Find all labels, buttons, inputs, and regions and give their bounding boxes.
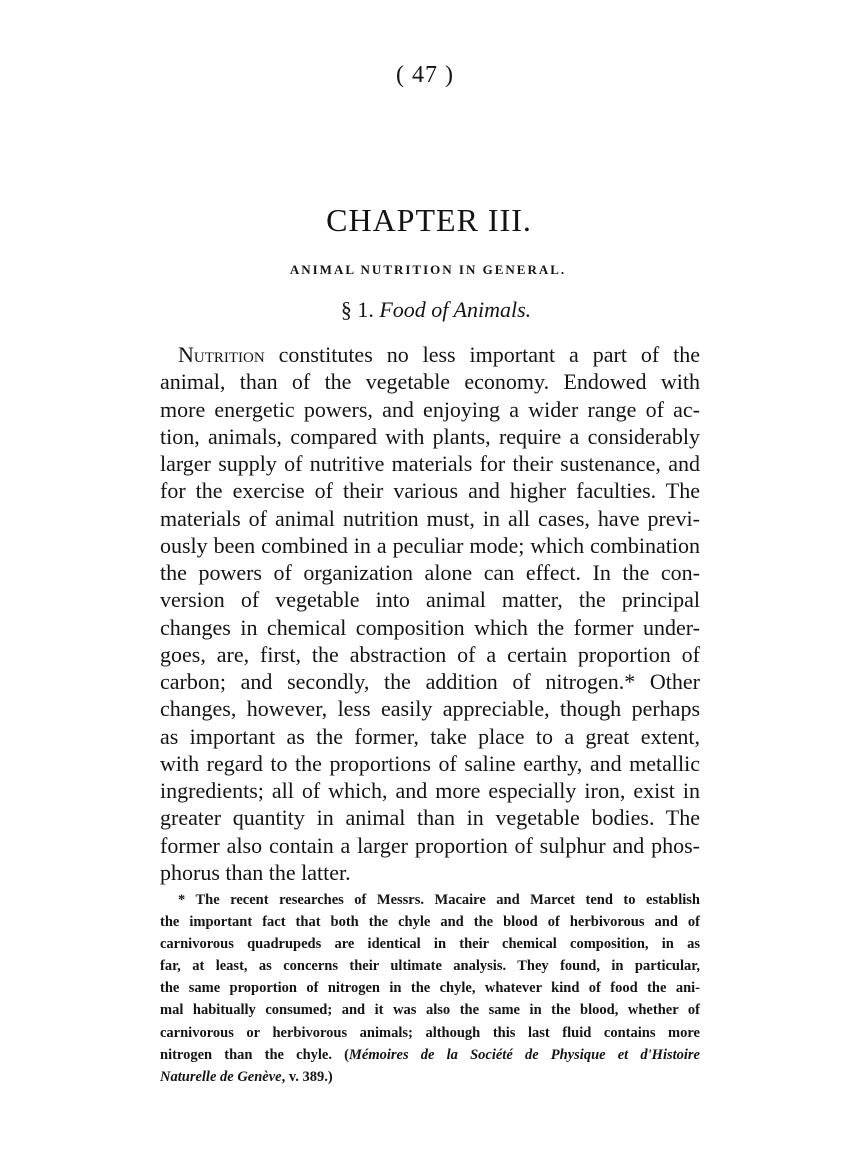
text-line: phorus than the latter. bbox=[160, 859, 351, 885]
text-line: animal, than of the vegetable economy. Endowed with bbox=[160, 369, 700, 395]
footnote-citation: Mémoires de la Société de Physique et d'Histoire bbox=[349, 1046, 700, 1063]
text-line: ously been combined in a peculiar mode; which combination bbox=[160, 532, 700, 558]
footnote-line: * The recent researches of Messrs. Macaire and Marcet tend to establish bbox=[178, 892, 700, 908]
text-line: changes, however, less easily appreciable, though perhaps bbox=[160, 696, 700, 722]
footnote-line: the same proportion of nitrogen in the chyle, whatever kind of food the ani- bbox=[160, 980, 700, 997]
text-line: Nutrition constitutes no less important a part of the bbox=[178, 342, 700, 367]
text-line: goes, are, first, the abstraction of a certain proportion of bbox=[160, 641, 700, 667]
section-mark: § 1. bbox=[340, 297, 374, 322]
footnote-line: Naturelle de Genève, v. 389.) bbox=[160, 1068, 333, 1085]
text-line: more energetic powers, and enjoying a wider range of ac- bbox=[160, 396, 700, 422]
text-line: materials of animal nutrition must, in all cases, have previ- bbox=[160, 505, 700, 531]
footnote-citation: Naturelle de Genève bbox=[160, 1068, 282, 1085]
footnote-line: carnivorous quadrupeds are identical in their chemical composition, in as bbox=[160, 936, 700, 953]
footnote bbox=[160, 889, 700, 1088]
body-text bbox=[160, 341, 700, 886]
chapter-subtitle: ANIMAL NUTRITION IN GENERAL. bbox=[289, 262, 567, 277]
footnote-line: far, at least, as concerns their ultimate analysis. They found, in particular, bbox=[160, 958, 700, 975]
text-line: for the exercise of their various and higher faculties. The bbox=[160, 478, 700, 504]
footnote-line: the important fact that both the chyle and the blood of herbivorous and of bbox=[160, 914, 700, 931]
footnote-line: nitrogen than the chyle. (Mémoires de la Société de Physique et d'Histoire bbox=[160, 1046, 700, 1063]
lead-word: Nutrition bbox=[178, 342, 265, 367]
text-line: larger supply of nutritive materials for their sustenance, and bbox=[160, 451, 700, 476]
footnote-line: carnivorous or herbivorous animals; although this last fluid contains more bbox=[160, 1024, 700, 1041]
footnote-line: mal habitually consumed; and it was also the same in the blood, whether of bbox=[160, 1002, 700, 1019]
section-heading bbox=[0, 297, 850, 323]
text-line: as important as the former, take place to a great extent, bbox=[160, 723, 700, 749]
text-line: with regard to the proportions of saline earthy, and metallic bbox=[160, 750, 700, 776]
text-line: former also contain a larger proportion of sulphur and phos- bbox=[160, 832, 700, 858]
text-line: the powers of organization alone can effect. In the con- bbox=[160, 560, 700, 585]
page-number: ( 47 ) bbox=[396, 62, 454, 88]
text-line: tion, animals, compared with plants, require a considerably bbox=[160, 423, 700, 449]
text-line: version of vegetable into animal matter, the principal bbox=[160, 587, 700, 613]
section-title: Food of Animals. bbox=[379, 297, 532, 322]
text-line: greater quantity in animal than in vegetable bodies. The bbox=[160, 805, 700, 831]
text-line: changes in chemical composition which the former under- bbox=[160, 614, 700, 640]
text-line: carbon; and secondly, the addition of nitrogen.* Other bbox=[160, 669, 700, 694]
chapter-title: CHAPTER III. bbox=[326, 202, 532, 238]
text-line: ingredients; all of which, and more especially iron, exist in bbox=[160, 778, 700, 803]
